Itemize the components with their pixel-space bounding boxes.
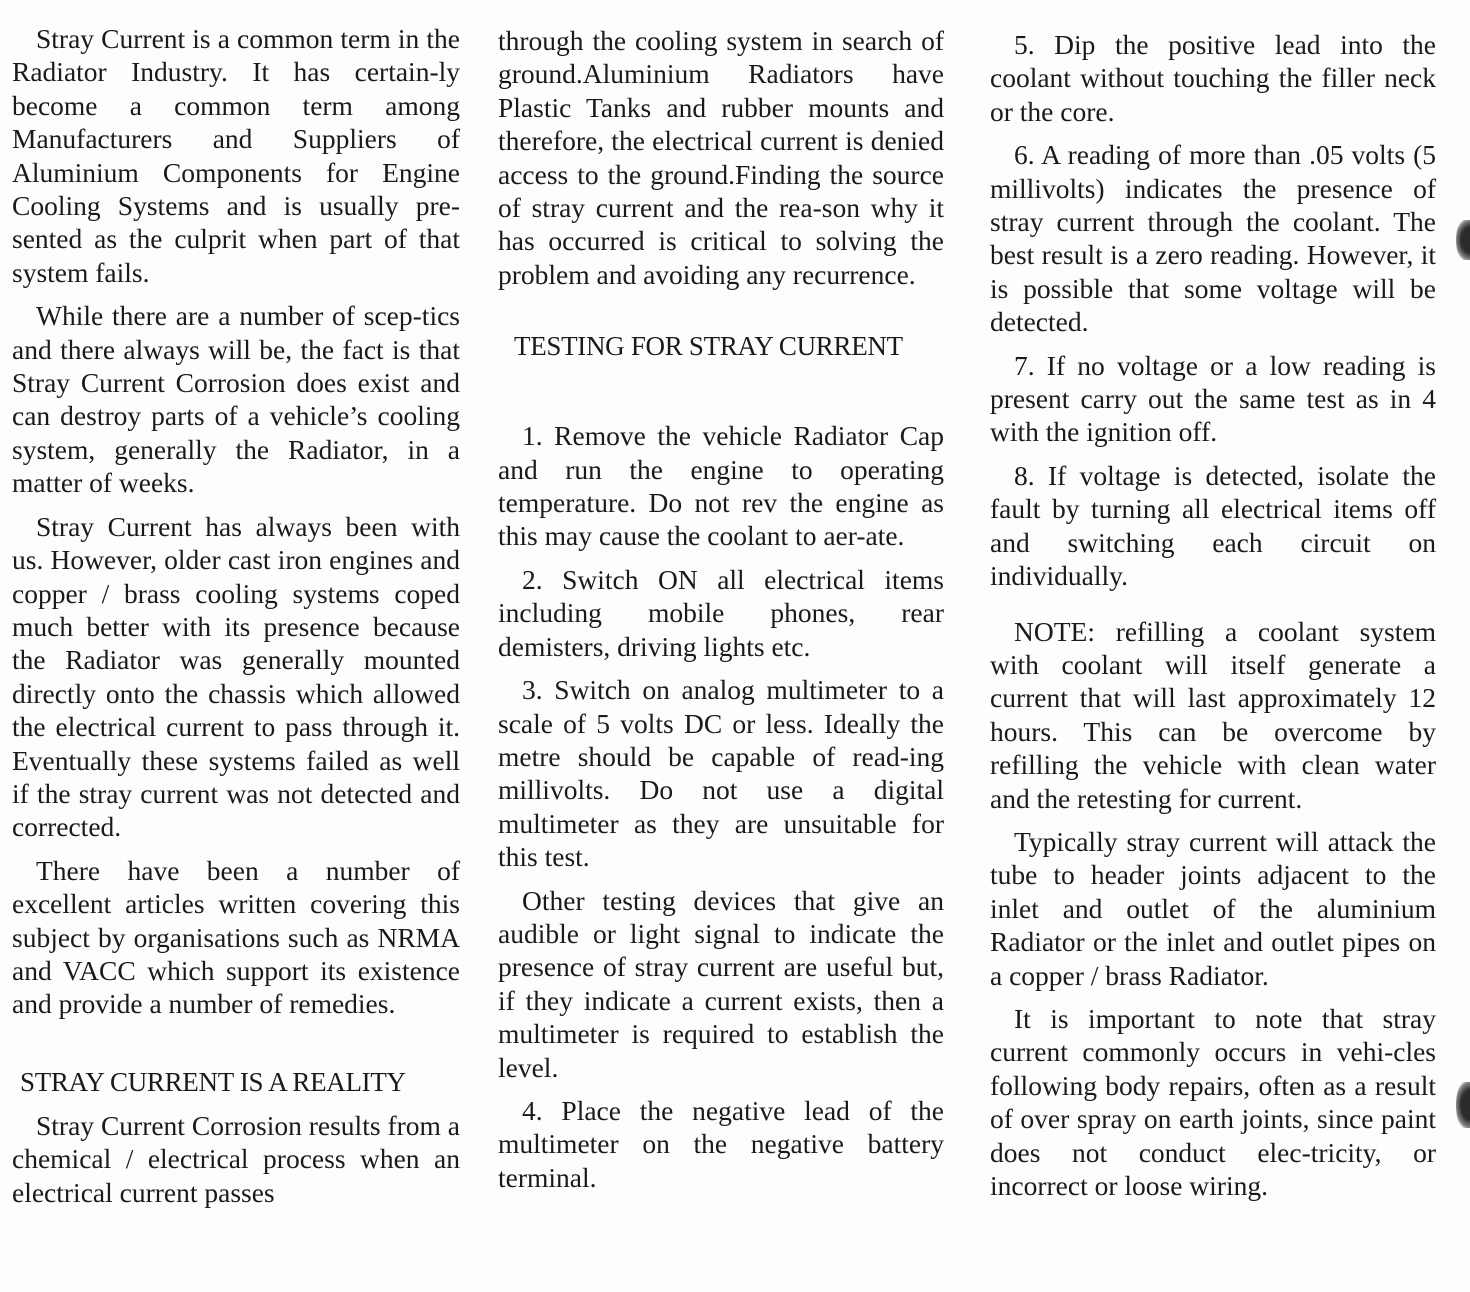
paragraph-important-note: It is important to note that stray current commonly occurs in vehi-cles following body repairs, often as a result of over spray on earth joints, since paint does not conduct elec-tricity, or incorrect or loose wiring.	[990, 1002, 1436, 1201]
binding-hole-mark	[1456, 1082, 1470, 1128]
paragraph-typically: Typically stray current will attack the tube to header joints adjacent to the inlet and outlet of the aluminium Radiator or the inlet and outlet pipes on a copper / brass Radiator.	[990, 825, 1436, 991]
paragraph-corrosion-results: Stray Current Corrosion results from a chemical / electrical process when an electrical current passes	[12, 1109, 460, 1208]
binding-hole-mark	[1456, 220, 1470, 260]
paragraph-other-testing-devices: Other testing devices that give an audible or light signal to indicate the presence of stray current are useful but, if they indicate a current exists, then a multimeter is required to establish the level.	[498, 884, 944, 1083]
step-3: 3. Switch on analog multimeter to a scale of 5 volts DC or less. Ideally the metre should be capable of read-ing millivolts. Do not use a digital multimeter as they are unsuitable for this test.	[498, 674, 944, 873]
paragraph-articles: There have been a number of excellent articles written covering this subject by organisations such as NRMA and VACC which support its existence and provide a number of remedies.	[12, 854, 460, 1020]
step-2: 2. Switch ON all electrical items including mobile phones, rear demisters, driving lights etc.	[498, 563, 944, 662]
step-5: 5. Dip the positive lead into the coolant without touching the filler neck or the core.	[990, 29, 1436, 127]
step-6: 6. A reading of more than .05 volts (5 millivolts) indicates the presence of stray current through the coolant. The best result is a zero reading. However, it is possible that some voltage will be detected.	[990, 139, 1436, 338]
heading-testing-for-stray-current: TESTING FOR STRAY CURRENT	[514, 331, 903, 362]
note-label: NOTE:	[1014, 615, 1095, 647]
column-2	[498, 24, 944, 1204]
paragraph-stray-current-intro: Stray Current is a common term in the Radiator Industry. It has certain-ly become a common term among Manufacturers and Suppliers of Aluminium Components for Engine Cooling Systems and is usually pre-sented as the culprit when part of that system fails.	[12, 23, 460, 288]
step-4: 4. Place the negative lead of the multimeter on the negative battery terminal.	[498, 1094, 944, 1193]
step-1: 1. Remove the vehicle Radiator Cap and run the engine to operating temperature. Do not rev the engine as this may cause the coolant to aer-ate.	[498, 420, 944, 552]
note-paragraph	[990, 615, 1436, 815]
paragraph-always-been-with-us: Stray Current has always been with us. However, older cast iron engines and copper / brass cooling systems coped much better with its presence because the Radiator was generally mounted directly onto the chassis which allowed the electrical current to pass through it. Eventually these systems failed as well if the stray current was not detected and corrected.	[12, 510, 460, 843]
step-7: 7. If no voltage or a low reading is present carry out the same test as in 4 with the ignition off.	[990, 349, 1436, 448]
heading-stray-current-reality: STRAY CURRENT IS A REALITY	[20, 1066, 406, 1097]
paragraph-cooling-system-ground: through the cooling system in search of ground.Aluminium Radiators have Plastic Tanks and rubber mounts and therefore, the electrical current is denied access to the ground.Finding the source of stray current and the rea-son why it has occurred is critical to solving the problem and avoiding any recurrence.	[498, 25, 944, 290]
column-3	[990, 28, 1436, 1212]
note-text: refilling a coolant system with coolant will itself generate a current that will last approximately 12 hours. This can be overcome by refilling the vehicle with clean water and the retesting for current.	[990, 615, 1436, 814]
column-1	[12, 22, 460, 1219]
step-8: 8. If voltage is detected, isolate the fault by turning all electrical items off and switching each circuit on individually.	[990, 459, 1436, 592]
paragraph-sceptics: While there are a number of scep-tics and there always will be, the fact is that Stray Current Corrosion does exist and can destroy parts of a vehicle’s cooling system, generally the Radiator, in a matter of weeks.	[12, 300, 460, 499]
